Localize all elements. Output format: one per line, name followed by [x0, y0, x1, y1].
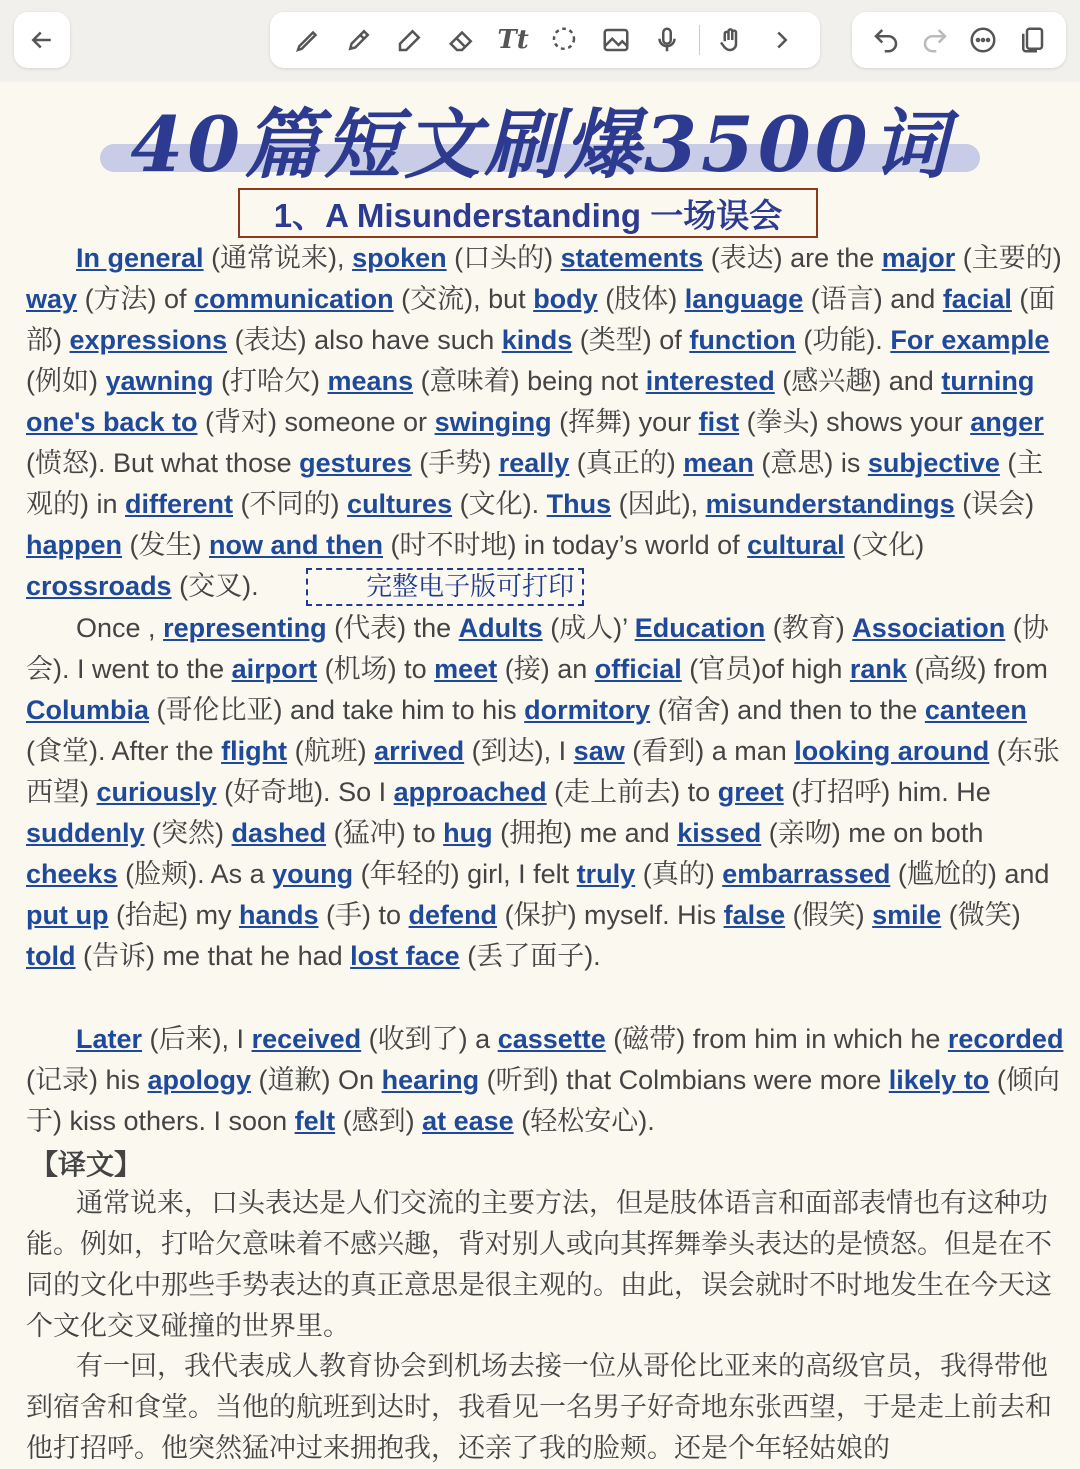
vocab-keyword: flight — [221, 736, 288, 766]
vocab-gloss: (官员)of high — [689, 654, 843, 684]
vocab-keyword: canteen — [924, 695, 1027, 725]
vocab-gloss: (感兴趣) and — [782, 366, 934, 396]
vocab-gloss: (拳头) shows your — [746, 407, 963, 437]
vocab-keyword: gestures — [299, 448, 412, 478]
vocab-keyword: kissed — [677, 818, 762, 848]
vocab-keyword: received — [251, 1024, 362, 1054]
vocab-keyword: language — [684, 284, 804, 314]
vocab-gloss: (面部) — [26, 284, 1056, 355]
vocab-gloss: (收到了) a — [368, 1024, 491, 1054]
vocab-keyword: defend — [408, 900, 498, 930]
vocab-keyword: mean — [683, 448, 754, 478]
vocab-keyword: Later — [76, 1024, 143, 1054]
vocab-gloss: (猛冲) to — [333, 818, 436, 848]
vocab-gloss: (背对) someone or — [204, 407, 428, 437]
vocab-keyword: representing — [163, 613, 327, 643]
vocab-gloss: (意味着) being not — [420, 366, 639, 396]
vocab-gloss: (功能). — [803, 325, 883, 355]
vocab-keyword: dormitory — [524, 695, 651, 725]
vocab-keyword: body — [533, 284, 598, 314]
vocab-keyword: cultural — [747, 530, 845, 560]
translation-paragraph-2: 有一回，我代表成人教育协会到机场去接一位从哥伦比亚来的高级官员，我得带他到宿舍和食堂。当他的航班到达时，我看见一名男子好奇地东张西望，于是走上前去和他打招呼。他突然猛冲过来拥抱我，还亲了我的脸颊。还是个年轻姑娘的 — [26, 1351, 1052, 1463]
back-button[interactable] — [14, 12, 70, 68]
vocab-gloss: (看到) a man — [632, 736, 787, 766]
vocab-keyword: curiously — [96, 777, 217, 807]
vocab-keyword: recorded — [947, 1024, 1064, 1054]
vocab-keyword: suddenly — [26, 818, 145, 848]
vocab-keyword: means — [327, 366, 414, 396]
vocab-gloss: (例如) — [26, 366, 98, 396]
vocab-gloss: (假笑) — [792, 900, 865, 930]
vocab-keyword: happen — [26, 530, 123, 560]
vocab-gloss: (哥伦比亚) and take him to his — [156, 695, 517, 725]
vocab-gloss: (口头的) — [454, 243, 554, 273]
vocab-gloss: (到达), I — [471, 736, 567, 766]
vocab-gloss: (高级) from — [914, 654, 1048, 684]
vocab-keyword: apology — [147, 1065, 252, 1095]
vocab-gloss: (成人)’ — [550, 613, 628, 643]
vocab-keyword: hands — [238, 900, 319, 930]
vocab-keyword: official — [594, 654, 682, 684]
drawing-tools — [270, 12, 820, 68]
redo-icon[interactable] — [915, 20, 955, 60]
vocab-keyword: way — [26, 284, 78, 314]
marker-icon[interactable] — [339, 20, 379, 60]
vocab-keyword: lost face — [350, 941, 460, 971]
vocab-keyword: crossroads — [26, 571, 172, 601]
vocab-gloss: (磁带) from him in which he — [613, 1024, 941, 1054]
undo-icon[interactable] — [866, 20, 906, 60]
vocab-gloss: (协会). I went to the — [26, 613, 1049, 684]
vocab-keyword: swinging — [434, 407, 552, 437]
vocab-keyword: Adults — [458, 613, 543, 643]
vocab-gloss: (宿舍) and then to the — [657, 695, 918, 725]
vocab-keyword: likely to — [888, 1065, 990, 1095]
top-toolbar — [0, 0, 1080, 82]
vocab-keyword: expressions — [69, 325, 228, 355]
vocab-keyword: felt — [294, 1106, 336, 1136]
vocab-keyword: hearing — [381, 1065, 480, 1095]
vocab-keyword: Columbia — [26, 695, 150, 725]
vocab-gloss: (主观的) in — [26, 448, 1044, 519]
vocab-gloss: (走上前去) to — [554, 777, 711, 807]
vocab-gloss: (记录) his — [26, 1065, 140, 1095]
hand-icon[interactable] — [711, 20, 751, 60]
vocab-keyword: greet — [717, 777, 784, 807]
paragraph-3 — [26, 1019, 1066, 1142]
vocab-gloss: (脸颊). As a — [125, 859, 265, 889]
vocab-gloss: (手) to — [326, 900, 402, 930]
vocab-gloss: (告诉) me that he had — [83, 941, 343, 971]
vocab-keyword: dashed — [231, 818, 327, 848]
vocab-gloss: (文化) — [852, 530, 925, 560]
vocab-gloss: (挥舞) your — [559, 407, 692, 437]
vocab-gloss: (通常说来), — [211, 243, 345, 273]
vocab-gloss: (语言) and — [810, 284, 936, 314]
image-icon[interactable] — [596, 20, 636, 60]
vocab-gloss: (主要的) — [962, 243, 1062, 273]
vocab-keyword: arrived — [374, 736, 465, 766]
vocab-keyword: hug — [443, 818, 493, 848]
vocab-gloss: (机场) to — [324, 654, 427, 684]
back-arrow-icon — [22, 20, 62, 60]
vocab-gloss: (年轻的) girl, I felt — [360, 859, 570, 889]
vocab-keyword: Thus — [546, 489, 612, 519]
vocab-gloss: (发生) — [129, 530, 202, 560]
vocab-keyword: Education — [634, 613, 766, 643]
translation-heading: 【译文】 — [30, 1149, 143, 1180]
section-heading: 1、A Misunderstanding 一场误会 — [238, 188, 818, 238]
vocab-gloss: (接) an — [504, 654, 588, 684]
more-options-icon[interactable] — [963, 20, 1003, 60]
vocab-keyword: facial — [942, 284, 1012, 314]
vocab-keyword: major — [881, 243, 956, 273]
vocab-keyword: fist — [698, 407, 740, 437]
vocab-gloss: (真正的) — [576, 448, 676, 478]
vocab-gloss: (保护) myself. His — [504, 900, 717, 930]
more-tools-icon[interactable] — [762, 20, 802, 60]
vocab-gloss: (感到) — [342, 1106, 415, 1136]
pen-icon[interactable] — [288, 20, 328, 60]
vocab-gloss: (真的) — [642, 859, 715, 889]
vocab-gloss: (表达) also have such — [234, 325, 495, 355]
vocab-gloss: (打哈欠) — [221, 366, 321, 396]
paragraph-1 — [26, 238, 1066, 607]
vocab-keyword: cultures — [347, 489, 453, 519]
vocab-keyword: For example — [890, 325, 1050, 355]
vocab-gloss: (意思) is — [761, 448, 861, 478]
vocab-gloss: (丢了面子). — [467, 941, 601, 971]
vocab-gloss: (东张西望) — [26, 736, 1060, 807]
vocab-keyword: young — [272, 859, 354, 889]
vocab-gloss: (突然) — [152, 818, 225, 848]
vocab-keyword: airport — [231, 654, 318, 684]
vocab-keyword: told — [26, 941, 76, 971]
eraser-icon[interactable] — [442, 20, 482, 60]
vocab-keyword: really — [498, 448, 570, 478]
vocab-gloss: (亲吻) me on both — [768, 818, 984, 848]
vocab-gloss: Once , — [76, 613, 156, 643]
vocab-keyword: put up — [26, 900, 109, 930]
vocab-gloss: (类型) of — [579, 325, 682, 355]
pages-icon[interactable] — [1012, 20, 1052, 60]
vocab-keyword: different — [125, 489, 234, 519]
vocab-keyword: spoken — [352, 243, 447, 273]
highlighter-icon[interactable] — [390, 20, 430, 60]
vocab-gloss: (拥抱) me and — [500, 818, 670, 848]
vocab-gloss: (微笑) — [948, 900, 1021, 930]
vocab-keyword: now and then — [209, 530, 384, 560]
vocab-gloss: (交叉). — [179, 571, 259, 601]
vocab-keyword: communication — [194, 284, 394, 314]
document-actions — [852, 12, 1066, 68]
vocab-gloss: (方法) of — [84, 284, 187, 314]
vocab-gloss: (尴尬的) and — [897, 859, 1050, 889]
vocab-keyword: statements — [560, 243, 704, 273]
page-title: 40篇短文刷爆3500词 — [130, 100, 952, 189]
vocab-gloss: (食堂). After the — [26, 736, 214, 766]
vocab-keyword: anger — [970, 407, 1044, 437]
vocab-keyword: kinds — [501, 325, 573, 355]
vocab-keyword: smile — [872, 900, 942, 930]
printable-badge: 完整电子版可打印 — [306, 568, 584, 606]
lasso-icon[interactable] — [544, 20, 584, 60]
vocab-keyword: interested — [645, 366, 775, 396]
vocab-gloss: (后来), I — [149, 1024, 245, 1054]
vocab-gloss: (打招呼) him. He — [791, 777, 991, 807]
vocab-gloss: (不同的) — [240, 489, 340, 519]
vocab-keyword: misunderstandings — [705, 489, 955, 519]
vocab-gloss: (听到) that Colmbians were more — [486, 1065, 882, 1095]
vocab-gloss: (表达) are the — [710, 243, 875, 273]
vocab-gloss: (抬起) my — [115, 900, 232, 930]
vocab-gloss: (教育) — [772, 613, 845, 643]
vocab-gloss: (倾向于) kiss others. I soon — [26, 1065, 1060, 1136]
vocab-keyword: false — [723, 900, 786, 930]
vocab-keyword: rank — [849, 654, 907, 684]
vocab-keyword: approached — [393, 777, 547, 807]
vocab-keyword: turning one's back to — [26, 366, 1035, 437]
vocab-keyword: yawning — [105, 366, 214, 396]
vocab-gloss: (手势) — [419, 448, 492, 478]
vocab-gloss: (交流), but — [401, 284, 526, 314]
microphone-icon[interactable] — [647, 20, 687, 60]
vocab-gloss: (代表) the — [334, 613, 452, 643]
vocab-gloss: (轻松安心). — [521, 1106, 655, 1136]
vocab-keyword: cassette — [497, 1024, 606, 1054]
vocab-gloss: (愤怒). But what those — [26, 448, 292, 478]
toolbar-divider — [699, 25, 700, 55]
vocab-keyword: saw — [573, 736, 625, 766]
vocab-keyword: truly — [576, 859, 636, 889]
paragraph-2 — [26, 608, 1066, 977]
vocab-gloss: (时不时地) in today’s world of — [390, 530, 740, 560]
translation-paragraph-1: 通常说来，口头表达是人们交流的主要方法，但是肢体语言和面部表情也有这种功能。例如，打哈欠意味着不感兴趣，背对别人或向其挥舞拳头表达的是愤怒。但是在不同的文化中那些手势表达的真正意思是很主观的。由此，误会就时不时地发生在今天这个文化交叉碰撞的世界里。 — [26, 1188, 1052, 1341]
vocab-gloss: (道歉) On — [258, 1065, 375, 1095]
text-icon[interactable]: Tt — [497, 25, 529, 55]
vocab-gloss: (航班) — [294, 736, 367, 766]
vocab-gloss: (误会) — [962, 489, 1035, 519]
vocab-keyword: embarrassed — [722, 859, 891, 889]
vocab-keyword: at ease — [422, 1106, 514, 1136]
vocab-gloss: (好奇地). So I — [224, 777, 387, 807]
vocab-gloss: (肢体) — [605, 284, 678, 314]
vocab-gloss: (因此), — [618, 489, 699, 519]
vocab-keyword: subjective — [867, 448, 1000, 478]
vocab-keyword: function — [689, 325, 796, 355]
vocab-gloss: (文化). — [459, 489, 540, 519]
vocab-keyword: meet — [434, 654, 498, 684]
title-area — [96, 84, 986, 189]
vocab-keyword: cheeks — [26, 859, 118, 889]
vocab-keyword: looking around — [794, 736, 990, 766]
vocab-keyword: Association — [852, 613, 1006, 643]
vocab-keyword: In general — [76, 243, 204, 273]
